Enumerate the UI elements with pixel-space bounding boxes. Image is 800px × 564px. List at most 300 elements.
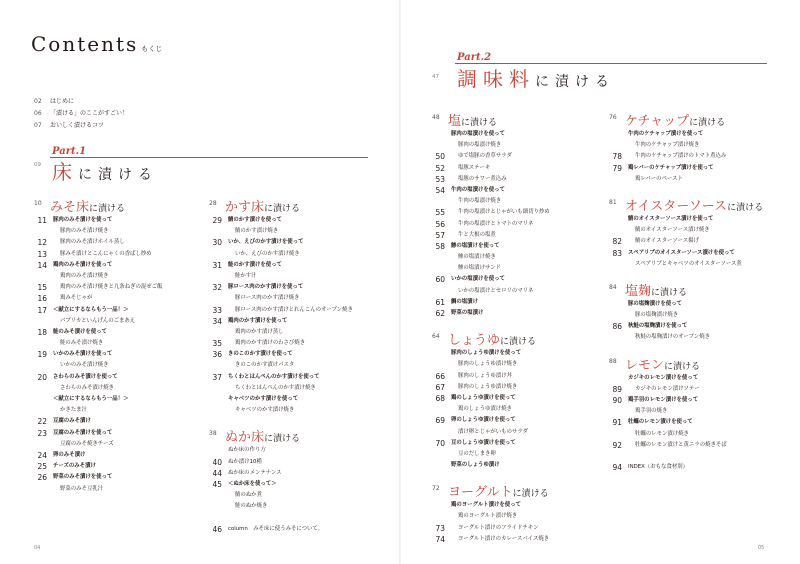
toc-entry[interactable]: [209, 524, 389, 535]
section-title: レモンに漬ける: [625, 357, 701, 373]
entry-title: ちくわとはんぺんのかす漬けを使って: [228, 373, 320, 380]
entry-page-number: 53: [435, 174, 445, 184]
intro-list: [34, 96, 128, 132]
part1-rule: [50, 157, 368, 158]
entry-page-number: 78: [612, 152, 622, 162]
section-title: かす床に漬ける: [225, 200, 301, 215]
toc-entry[interactable]: [609, 332, 779, 343]
toc-column-3: [432, 110, 602, 545]
book-spine: [399, 0, 401, 564]
toc-entry[interactable]: [34, 484, 212, 495]
entry-title: 豚ロース肉のかす漬け焼き: [235, 295, 300, 302]
toc-entry[interactable]: [609, 129, 779, 140]
toc-entry[interactable]: [209, 372, 389, 383]
entry-title: かきたま汁: [60, 407, 87, 414]
entry-title: きのこのかす漬けパスタ: [235, 362, 295, 369]
entry-title: ぬか漬け10種: [228, 458, 262, 465]
toc-entry[interactable]: [609, 373, 779, 384]
entry-title: 牡蠣のレモン漬けを使って: [628, 419, 693, 426]
entry-page-number: 26: [37, 473, 47, 483]
entry-title: 牛肉の塩漬けとトマトのマリネ: [458, 220, 534, 227]
entry-title: 鶏肉のかす漬けのわさび焼き: [235, 340, 306, 347]
entry-title: 豆腐のみそ漬けを使って: [53, 429, 113, 436]
entry-title: 豆のしょうゆ漬けを使って: [451, 439, 516, 446]
entry-title: ぬか床の作り方: [228, 447, 266, 454]
section-title: ケチャップに漬ける: [625, 114, 726, 129]
entry-title: ＜ぬか床を使って＞: [228, 480, 277, 487]
entry-page-number: 11: [37, 216, 47, 225]
toc-entry[interactable]: [432, 449, 602, 460]
toc-entry[interactable]: [609, 236, 779, 247]
entry-title: 豚肉のみそ漬け焼き: [60, 228, 109, 235]
entry-page-number: 55: [435, 208, 445, 218]
entry-title: いかの塩漬けとセロリのマリネ: [458, 287, 534, 294]
toc-entry[interactable]: [432, 252, 602, 263]
entry-title: 秋鮭の塩麹漬けのオーブン焼き: [635, 334, 710, 341]
toc-entry[interactable]: [34, 472, 212, 483]
entry-title: いかのみそ漬けを使って: [53, 351, 113, 358]
toc-entry[interactable]: [432, 359, 602, 370]
toc-entry[interactable]: [209, 215, 389, 226]
entry-title: カジキのレモン漬けソテー: [635, 385, 700, 392]
toc-entry[interactable]: [34, 405, 212, 416]
entry-title: 鶏みそじゃが: [60, 295, 93, 302]
entry-page-number: 57: [435, 230, 445, 240]
toc-entry[interactable]: [34, 305, 212, 316]
entry-page-number: 35: [212, 339, 222, 349]
entry-title: 豚肉のみそ漬けホイル蒸し: [60, 239, 125, 246]
entry-title: ヨーグルト漬けのカレースパイス焼き: [458, 535, 550, 542]
entry-title: いかの塩漬けを使って: [451, 276, 505, 283]
toc-entry[interactable]: [609, 151, 779, 162]
section-page-number: 64: [432, 333, 440, 341]
entry-page-number: 13: [37, 249, 47, 259]
entry-page-number: 91: [612, 418, 622, 428]
toc-entry[interactable]: [432, 286, 602, 297]
toc-entry[interactable]: [34, 372, 212, 383]
toc-entry[interactable]: [209, 360, 389, 371]
entry-page-number: 86: [612, 322, 622, 332]
toc-column-2: [209, 196, 389, 535]
entry-page-number: 18: [37, 327, 47, 337]
toc-entry[interactable]: [34, 383, 212, 394]
entry-title: スペアリブとキャベツのオイスターソース煮: [635, 260, 742, 267]
entry-page-number: 83: [612, 248, 622, 258]
entry-title: 牛肉の塩漬けとじゃがいも細切り炒め: [458, 209, 550, 216]
toc-entry[interactable]: [609, 462, 779, 473]
part1-page-number: 09: [34, 162, 41, 168]
toc-entry[interactable]: [209, 349, 389, 360]
entry-page-number: 31: [212, 260, 222, 270]
entry-page-number: 89: [612, 384, 622, 394]
toc-entry[interactable]: [432, 308, 602, 319]
entry-title: 野菜のしょうゆ漬け: [451, 462, 500, 469]
toc-entry[interactable]: [209, 327, 389, 338]
toc-entry[interactable]: [432, 174, 602, 185]
entry-title: 鶏肉のみそ漬け焼きと九条ねぎの混ぜご飯: [60, 284, 163, 291]
entry-title: 鯖のぬか煮: [235, 492, 262, 499]
toc-entry[interactable]: [209, 338, 389, 349]
toc-entry[interactable]: [34, 282, 212, 293]
entry-page-number: 61: [435, 297, 445, 307]
toc-entry[interactable]: [432, 263, 602, 274]
entry-title: カジキのレモン漬けを使って: [628, 374, 699, 381]
entry-title: チーズのみそ漬け: [53, 463, 96, 470]
toc-entry[interactable]: [609, 395, 779, 406]
section-heading[interactable]: 10 みそ床に漬ける: [34, 200, 126, 215]
section-page-number: 72: [432, 485, 440, 493]
entry-title: 鶏レバーのケチャップ漬けを使って: [628, 164, 714, 171]
entry-title: 鯖のオイスターソース漬け焼き: [635, 227, 710, 234]
entry-title: 牛肉の塩漬け焼き: [458, 198, 502, 205]
entry-title: ぬか床のメンテナンス: [228, 469, 282, 476]
toc-entry[interactable]: [432, 219, 602, 230]
entry-page-number: 66: [435, 371, 445, 381]
toc-entry[interactable]: [209, 405, 389, 416]
entry-title: 牡蠣のレモン漬け焼き: [635, 430, 689, 437]
entry-title: INDEX（おもな食材別）: [628, 464, 688, 471]
toc-entry[interactable]: [432, 297, 602, 308]
section-title: ヨーグルトに漬ける: [448, 485, 549, 501]
toc-entry[interactable]: [432, 404, 602, 415]
entry-page-number: 36: [212, 350, 222, 360]
entry-title: キャベツのかす漬け焼き: [235, 407, 295, 414]
toc-entry[interactable]: [209, 457, 389, 468]
entry-title: 卵のみそ漬け: [53, 451, 86, 458]
toc-entry[interactable]: [432, 230, 602, 241]
entry-title: 牛肉のケチャップ漬け焼き: [635, 142, 700, 149]
entry-page-number: 56: [435, 219, 445, 229]
contents-heading: Contents もくじ: [31, 32, 163, 56]
section-page-number: 76: [609, 114, 617, 121]
entry-title: 豚肉のしょうゆ漬け焼き: [458, 361, 518, 368]
toc-entry[interactable]: [609, 321, 779, 332]
toc-entry[interactable]: [209, 479, 389, 490]
toc-entry[interactable]: [609, 214, 779, 225]
toc-entry[interactable]: [209, 282, 389, 293]
toc-entry[interactable]: [209, 383, 389, 394]
entry-title: 鯛の塩漬け: [451, 298, 478, 305]
entry-title: 豚ロース肉のかす漬けを使って: [228, 284, 304, 291]
entry-page-number: 29: [212, 216, 222, 225]
intro-item[interactable]: 06 「漬ける」のここがすごい！: [34, 110, 129, 117]
section-page-number: 81: [609, 198, 617, 206]
entry-title: 牛肉の塩漬けを使って: [451, 186, 505, 193]
toc-entry[interactable]: [432, 523, 602, 534]
section-title: オイスターソースに漬ける: [625, 198, 764, 214]
toc-entry[interactable]: [209, 394, 389, 405]
entry-title: キャベツのかす漬けを使って: [228, 396, 299, 402]
entry-title: 野菜のみそ豆乳汁: [60, 485, 104, 492]
toc-entry[interactable]: [432, 163, 602, 174]
entry-title: 塩豚のサワー煮込み: [458, 175, 507, 182]
entry-page-number: 94: [612, 463, 622, 473]
toc-entry[interactable]: [34, 349, 212, 360]
entry-title: 鶏のヨーグルト漬けを使って: [451, 502, 521, 509]
part2-title: 調味料に漬ける: [457, 67, 615, 91]
entry-title: 鯵の塩漬けサンド: [458, 265, 501, 272]
toc-entry[interactable]: [432, 371, 602, 382]
entry-title: 豚の塩麹漬け焼き: [635, 312, 679, 319]
entry-title: いか、えびのかす漬け焼き: [235, 250, 300, 257]
entry-title: 鯖のかす漬け焼き: [235, 228, 279, 235]
toc-entry[interactable]: [432, 129, 602, 140]
entry-title: 牡蠣のレモン漬けと黄ニラの焼きそば: [635, 441, 727, 448]
section-heading[interactable]: [209, 426, 389, 445]
section-page-number: 84: [609, 283, 617, 291]
entry-title: ちくわとはんぺんのかす漬け焼き: [235, 384, 316, 391]
toc-entry[interactable]: [34, 316, 212, 327]
entry-page-number: 52: [435, 163, 445, 173]
entry-title: 鮭のみそ漬けを使って: [53, 328, 107, 335]
toc-entry[interactable]: [34, 327, 212, 338]
entry-title: ヨーグルト漬けのフライドチキン: [458, 524, 539, 531]
entry-page-number: 70: [435, 438, 445, 448]
entry-page-number: 19: [37, 350, 47, 360]
entry-page-number: 30: [212, 238, 222, 248]
toc-entry[interactable]: [209, 260, 389, 271]
entry-page-number: 25: [37, 462, 47, 472]
toc-entry[interactable]: [432, 140, 602, 151]
entry-page-number: 82: [612, 237, 622, 247]
toc-entry[interactable]: [432, 274, 602, 285]
entry-page-number: 67: [435, 382, 445, 392]
entry-title: さわらのみそ漬け焼き: [60, 384, 114, 391]
entry-title: 鶏のしょうゆ漬けを使って: [451, 394, 516, 401]
toc-entry[interactable]: [432, 185, 602, 196]
toc-entry[interactable]: [209, 249, 389, 260]
entry-title: 鶏レバーのペースト: [635, 175, 683, 182]
toc-entry[interactable]: [609, 440, 779, 451]
toc-entry[interactable]: [34, 439, 212, 450]
section-title: ぬか床に漬ける: [225, 430, 301, 446]
section-heading[interactable]: [609, 110, 779, 129]
toc-entry[interactable]: [609, 259, 779, 270]
entry-title: 野菜のみそ漬けを使って: [53, 474, 113, 481]
entry-title: 牛肉のケチャップ漬けのトマト煮込み: [635, 153, 727, 160]
entry-title: 豚みそ漬けとこんにゃくの香ばし炒め: [60, 250, 152, 257]
entry-title: 牛肉のケチャップ漬けを使って: [628, 131, 704, 137]
entry-page-number: 37: [212, 372, 222, 382]
entry-page-number: 62: [435, 309, 445, 318]
entry-title: 鯖のオイスターソース揚げ: [635, 238, 699, 245]
toc-entry[interactable]: [209, 501, 389, 512]
toc-entry[interactable]: [609, 310, 779, 321]
col1-items: [34, 215, 212, 495]
entry-page-number: 34: [212, 316, 222, 326]
entry-page-number: 90: [612, 396, 622, 405]
entry-page-number: 32: [212, 283, 222, 293]
entry-title: 漬け卵とじゃがいものサラダ: [458, 428, 529, 435]
toc-entry[interactable]: [432, 196, 602, 207]
toc-entry[interactable]: [432, 534, 602, 545]
entry-page-number: 79: [612, 163, 622, 173]
toc-entry[interactable]: [432, 427, 602, 438]
toc-entry[interactable]: [34, 450, 212, 461]
entry-page-number: 12: [37, 238, 47, 248]
toc-entry[interactable]: [432, 460, 602, 471]
entry-page-number: 17: [37, 305, 47, 315]
toc-entry[interactable]: [34, 428, 212, 439]
intro-item[interactable]: 02 はじめに: [34, 98, 75, 105]
toc-entry[interactable]: [609, 299, 779, 310]
toc-entry[interactable]: [34, 237, 212, 248]
entry-title: ＜献立にするならもう一品！＞: [53, 306, 129, 313]
entry-title: 鶏肉のかす漬け蒸し: [235, 328, 284, 335]
toc-entry[interactable]: [209, 293, 389, 304]
toc-entry[interactable]: [209, 226, 389, 237]
entry-title: 豚肉の塩漬け焼き: [458, 142, 502, 149]
intro-item[interactable]: 07 おいしく漬けるコツ: [34, 122, 105, 129]
toc-entry[interactable]: [209, 305, 389, 316]
entry-page-number: 15: [37, 283, 47, 293]
entry-page-number: 92: [612, 440, 622, 450]
toc-entry[interactable]: [209, 237, 389, 248]
section-heading[interactable]: [609, 280, 779, 299]
toc-entry[interactable]: [34, 360, 212, 371]
toc-entry[interactable]: [432, 241, 602, 252]
entry-title: 鶏手羽のレモン漬けを使って: [628, 397, 699, 403]
part2-label: Part.2: [457, 52, 492, 63]
contents-subheading: もくじ: [141, 45, 163, 53]
section-page-number: 38: [209, 430, 217, 438]
entry-page-number: 14: [37, 260, 47, 270]
entry-page-number: 69: [435, 416, 445, 426]
toc-entry[interactable]: [432, 348, 602, 359]
toc-entry[interactable]: [209, 490, 389, 501]
entry-title: ゆで塩豚の香草サラダ: [458, 153, 512, 160]
toc-entry[interactable]: [432, 438, 602, 449]
entry-page-number: 45: [212, 479, 222, 489]
entry-page-number: 16: [37, 294, 47, 304]
entry-page-number: 20: [37, 372, 47, 382]
toc-entry[interactable]: [432, 511, 602, 522]
toc-entry[interactable]: [34, 461, 212, 472]
entry-title: 豚肉のしょうゆ漬けを使って: [451, 350, 522, 357]
entry-title: 豚肉のみそ漬けを使って: [53, 217, 113, 223]
toc-entry[interactable]: [432, 393, 602, 404]
entry-title: 鶏手羽の焼き: [635, 408, 668, 415]
section-title: 塩に漬ける: [448, 114, 498, 129]
toc-entry[interactable]: [34, 260, 212, 271]
toc-entry[interactable]: [609, 248, 779, 259]
toc-column-1: [34, 196, 212, 495]
entry-page-number: 74: [435, 534, 445, 544]
entry-title: いかのみそ漬け焼き: [60, 362, 109, 369]
toc-entry[interactable]: [609, 174, 779, 185]
toc-entry[interactable]: [34, 215, 212, 226]
entry-title: 豆腐のみそ焼きチーズ: [60, 440, 114, 447]
entry-page-number: 46: [212, 524, 222, 534]
toc-entry[interactable]: [209, 445, 389, 456]
toc-entry[interactable]: [209, 316, 389, 327]
section-page-number: 28: [209, 200, 217, 207]
entry-title: 鯖のかす漬けを使って: [228, 217, 282, 223]
part2-rule: [455, 63, 767, 64]
toc-entry[interactable]: [432, 500, 602, 511]
toc-entry[interactable]: [432, 415, 602, 426]
section-heading[interactable]: [609, 195, 779, 214]
entry-title: column みそ床に使うみそについて。: [228, 525, 324, 532]
part1-label: Part.1: [52, 146, 87, 157]
entry-title: 鯵の塩漬け焼き: [458, 254, 496, 261]
toc-entry[interactable]: [34, 271, 212, 282]
entry-title: 鯵の塩漬けを使って: [451, 242, 500, 249]
folio-left: 04: [34, 545, 41, 551]
toc-entry[interactable]: [609, 451, 779, 462]
entry-title: 卵のしょうゆ漬けを使って: [451, 417, 516, 424]
toc-entry[interactable]: [432, 151, 602, 162]
toc-entry[interactable]: [432, 207, 602, 218]
entry-page-number: 24: [37, 450, 47, 460]
part2-page-number: 47: [432, 74, 439, 80]
entry-title: 鯖のオイスターソース漬けを使って: [628, 215, 714, 222]
entry-page-number: 33: [212, 305, 222, 315]
entry-title: 豚肉のしょうゆ漬け焼き: [458, 383, 518, 390]
entry-page-number: 40: [212, 457, 222, 467]
section-heading[interactable]: [609, 354, 779, 373]
toc-entry[interactable]: [34, 338, 212, 349]
entry-title: 鶏肉のかす漬けを使って: [228, 317, 288, 324]
entry-title: きのこのかす漬けを使って: [228, 351, 293, 358]
toc-entry[interactable]: [34, 249, 212, 260]
toc-entry[interactable]: [209, 513, 389, 524]
toc-entry[interactable]: [34, 226, 212, 237]
entry-title: 豚肉のしょうゆ漬け丼: [458, 372, 512, 379]
toc-entry[interactable]: [609, 163, 779, 174]
toc-entry[interactable]: [34, 394, 212, 405]
toc-entry[interactable]: [609, 406, 779, 417]
section-heading[interactable]: [432, 110, 602, 129]
entry-page-number: 22: [37, 417, 47, 427]
folio-right: 05: [758, 545, 765, 551]
entry-title: いか、えびのかす漬けを使って: [228, 239, 304, 246]
section-heading[interactable]: [432, 329, 602, 348]
section-title: 塩麹に漬ける: [625, 283, 688, 299]
entry-title: さわらのみそ漬けを使って: [53, 373, 118, 380]
entry-title: 鮭のぬか焼き: [235, 503, 268, 510]
toc-entry[interactable]: [34, 293, 212, 304]
toc-entry[interactable]: [209, 468, 389, 479]
entry-page-number: 60: [435, 275, 445, 285]
toc-entry[interactable]: [609, 429, 779, 440]
toc-entry[interactable]: [609, 417, 779, 428]
toc-entry[interactable]: [609, 225, 779, 236]
toc-entry[interactable]: [609, 384, 779, 395]
toc-entry[interactable]: [34, 416, 212, 427]
entry-page-number: 54: [435, 185, 445, 195]
entry-title: 豆腐のみそ漬け: [53, 418, 91, 425]
entry-title: 鮭のかす漬けを使って: [228, 261, 282, 268]
entry-page-number: 50: [435, 152, 445, 162]
entry-title: 鶏肉のみそ漬け焼き: [60, 272, 109, 279]
entry-page-number: 23: [37, 428, 47, 438]
toc-entry[interactable]: [432, 382, 602, 393]
toc-entry[interactable]: [609, 140, 779, 151]
entry-title: 豚肉の塩漬けを使って: [451, 131, 505, 137]
section-title: しょうゆに漬ける: [448, 333, 537, 349]
entry-title: 鮭かす汁: [235, 272, 257, 279]
toc-column-4: [609, 110, 779, 473]
entry-title: 牛と大根の塩煮: [458, 231, 496, 238]
entry-title: ＜献立にするならもう一品！＞: [53, 396, 129, 402]
section-heading[interactable]: [209, 196, 389, 215]
entry-title: 鶏のしょうゆ漬け焼き: [458, 406, 512, 413]
entry-title: 鶏肉のみそ漬けを使って: [53, 261, 113, 268]
section-heading[interactable]: [432, 481, 602, 500]
toc-entry[interactable]: [209, 271, 389, 282]
part1-title: 床に漬ける: [52, 160, 158, 184]
